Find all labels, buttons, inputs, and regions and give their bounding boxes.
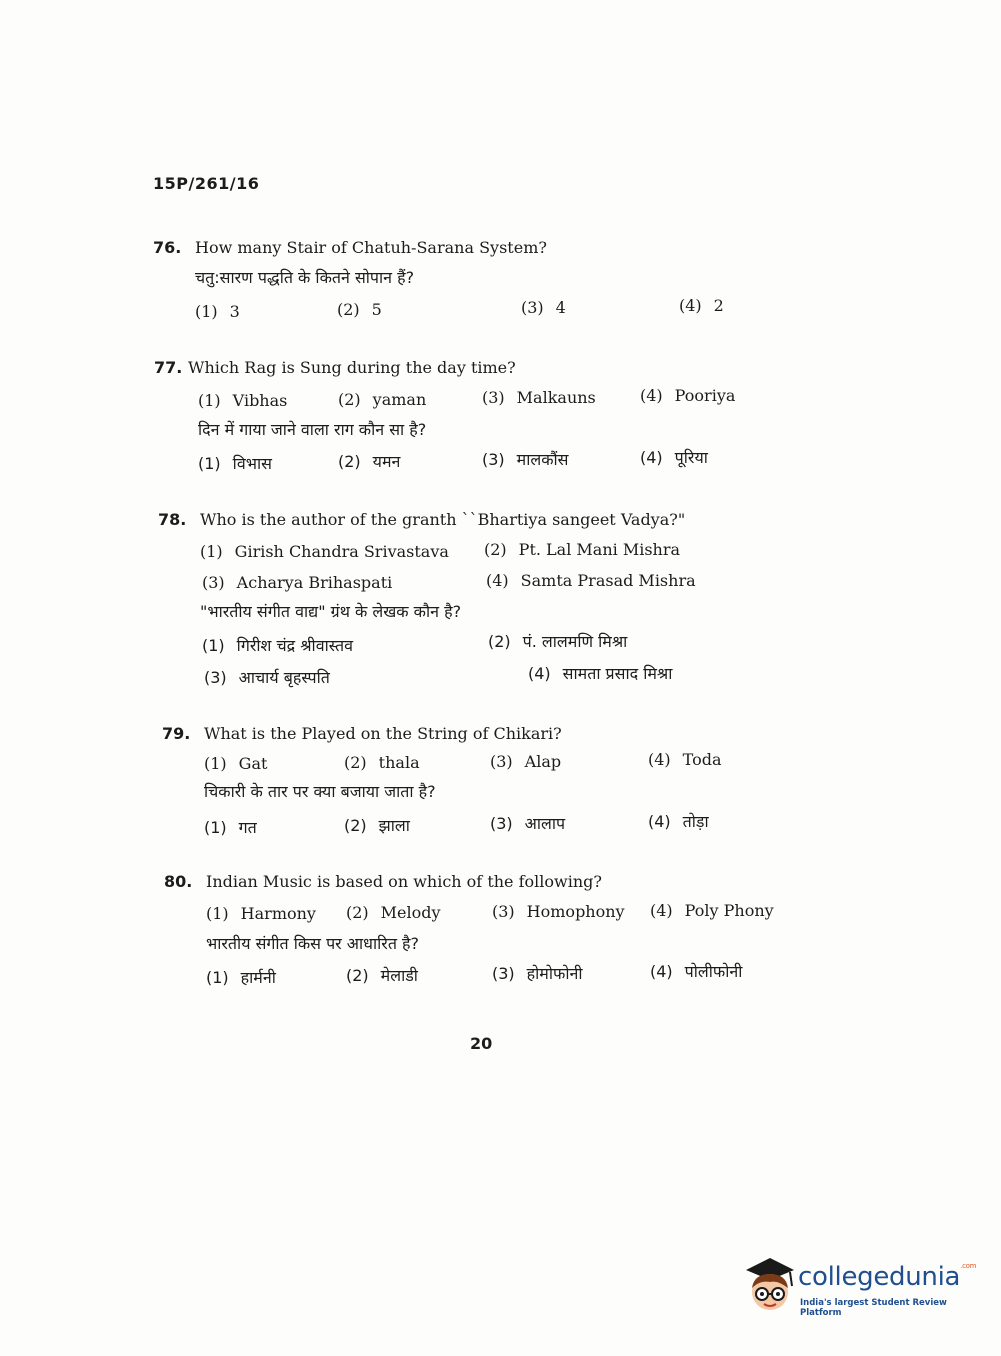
option-3-hi: (3) आलाप bbox=[490, 814, 566, 833]
question-text-en: Indian Music is based on which of the following? bbox=[206, 872, 602, 891]
option-3-hi: (3) आचार्य बृहस्पति bbox=[204, 668, 330, 687]
option-1-en: (1) Gat bbox=[204, 754, 268, 773]
question-number: 79. bbox=[162, 724, 191, 743]
question-text-en: Who is the author of the granth ``Bhartiya sangeet Vadya?" bbox=[200, 510, 686, 529]
page-number: 20 bbox=[470, 1034, 493, 1053]
option-1-hi: (1) गिरीश चंद्र श्रीवास्तव bbox=[202, 636, 353, 655]
question-80 bbox=[164, 872, 804, 992]
option-2-en: (2) yaman bbox=[338, 390, 427, 409]
option-2: (2) 5 bbox=[337, 300, 382, 319]
question-79 bbox=[162, 724, 802, 844]
question-text-en: How many Stair of Chatuh-Sarana System? bbox=[195, 238, 547, 257]
question-76 bbox=[153, 238, 793, 328]
option-1-en: (1) Girish Chandra Srivastava bbox=[200, 542, 449, 561]
option-2-hi: (2) मेलाडी bbox=[346, 966, 418, 985]
option-2-hi: (2) झाला bbox=[344, 816, 410, 835]
question-number: 78. bbox=[158, 510, 187, 529]
option-4: (4) 2 bbox=[679, 296, 724, 315]
option-3-en: (3) Acharya Brihaspati bbox=[202, 573, 393, 592]
question-text-hi: चिकारी के तार पर क्या बजाया जाता है? bbox=[204, 782, 436, 801]
mascot-logo-icon bbox=[740, 1252, 798, 1314]
option-4-hi: (4) तोड़ा bbox=[648, 812, 709, 831]
option-4-en: (4) Pooriya bbox=[640, 386, 736, 405]
option-2-hi: (2) पं. लालमणि मिश्रा bbox=[488, 632, 628, 651]
option-4-en: (4) Poly Phony bbox=[650, 901, 774, 920]
option-1-en: (1) Vibhas bbox=[198, 391, 288, 410]
option-4-hi: (4) पूरिया bbox=[640, 448, 708, 467]
option-3-en: (3) Alap bbox=[490, 752, 562, 771]
option-4-en: (4) Toda bbox=[648, 750, 722, 769]
brand-tagline: India's largest Student Review Platform bbox=[800, 1298, 947, 1318]
question-78 bbox=[158, 510, 798, 690]
question-text-hi: दिन में गाया जाने वाला राग कौन सा है? bbox=[198, 420, 427, 439]
option-4-hi: (4) सामता प्रसाद मिश्रा bbox=[528, 664, 673, 683]
option-2-hi: (2) यमन bbox=[338, 452, 401, 471]
question-77 bbox=[154, 358, 794, 478]
option-4-en: (4) Samta Prasad Mishra bbox=[486, 571, 696, 590]
question-number: 77. bbox=[154, 358, 183, 377]
option-2-en: (2) Melody bbox=[346, 903, 441, 922]
question-text-hi: "भारतीय संगीत वाद्य" ग्रंथ के लेखक कौन है? bbox=[200, 602, 462, 621]
option-1-hi: (1) विभास bbox=[198, 454, 272, 473]
question-text-en: What is the Played on the String of Chikari? bbox=[204, 724, 562, 743]
option-3: (3) 4 bbox=[521, 298, 566, 317]
option-1: (1) 3 bbox=[195, 302, 240, 321]
brand-name: collegedunia$^{.com}$ bbox=[798, 1262, 977, 1292]
option-2-en: (2) Pt. Lal Mani Mishra bbox=[484, 540, 681, 559]
option-4-hi: (4) पोलीफोनी bbox=[650, 962, 743, 981]
question-text-hi: चतु:सारण पद्धति के कितने सोपान हैं? bbox=[195, 268, 415, 287]
option-3-hi: (3) मालकौंस bbox=[482, 450, 569, 469]
question-text-hi: भारतीय संगीत किस पर आधारित है? bbox=[206, 934, 420, 953]
option-3-en: (3) Malkauns bbox=[482, 388, 596, 407]
question-text-en: Which Rag is Sung during the day time? bbox=[188, 358, 516, 377]
option-2-en: (2) thala bbox=[344, 753, 420, 772]
option-3-en: (3) Homophony bbox=[492, 902, 625, 921]
option-1-en: (1) Harmony bbox=[206, 904, 316, 923]
option-3-hi: (3) होमोफोनी bbox=[492, 964, 583, 983]
question-number: 80. bbox=[164, 872, 193, 891]
collegedunia-watermark bbox=[740, 1252, 977, 1322]
paper-code: 15P/261/16 bbox=[153, 174, 260, 193]
option-1-hi: (1) हार्मनी bbox=[206, 968, 276, 987]
question-number: 76. bbox=[153, 238, 182, 257]
option-1-hi: (1) गत bbox=[204, 818, 257, 837]
